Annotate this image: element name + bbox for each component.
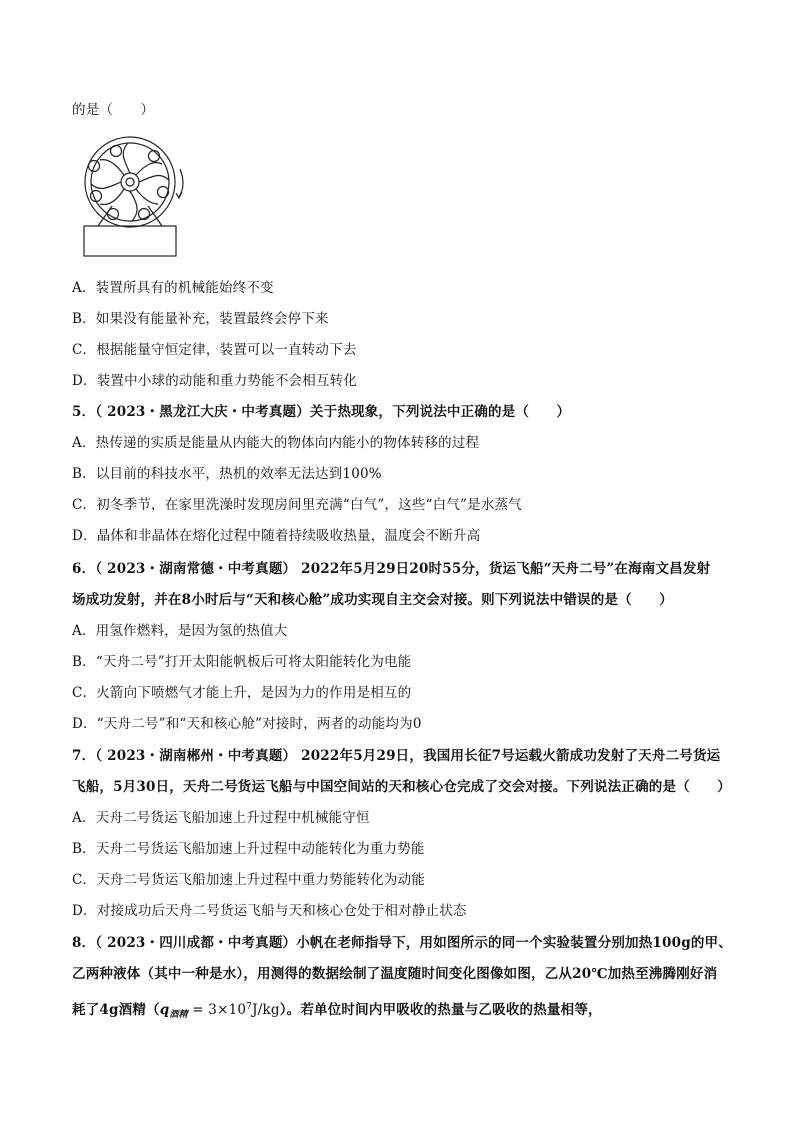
formula-equals: = 3×10 xyxy=(187,1002,247,1018)
q5-option-c: C．初冬季节，在家里洗澡时发现房间里充满“白气”，这些“白气”是水蒸气 xyxy=(72,497,522,513)
q8-stem-line-1: 8．（ 2023・四川成都・中考真题）小帆在老师指导下，用如图所示的同一个实验装置分别加热100g的甲、 xyxy=(72,935,732,951)
q8-stem-line-2: 乙两种液体（其中一种是水），用测得的数据绘制了温度随时间变化图像如图，乙从20℃加热至沸腾刚好消 xyxy=(72,966,718,982)
q6-option-d: D．“天舟二号”和“天和核心舱”对接时，两者的动能均为0 xyxy=(72,716,422,732)
q4-option-a: A．装置所具有的机械能始终不变 xyxy=(72,280,274,296)
question-4-stem-tail: 的是（ ） xyxy=(72,102,155,118)
q6-option-b: B．“天舟二号”打开太阳能帆板后可将太阳能转化为电能 xyxy=(72,654,412,670)
q5-option-b: B．以目前的科技水平，热机的效率无法达到100% xyxy=(72,466,382,482)
q4-option-d: D．装置中小球的动能和重力势能不会相互转化 xyxy=(72,373,358,389)
q6-stem-line-1: 6．（ 2023・湖南常德・中考真题） 2022年5月29日20时55分，货运飞船“天舟二号”在海南文昌发射 xyxy=(72,561,711,577)
q7-stem-line-1: 7．（ 2023・湖南郴州・中考真题） 2022年5月29日，我国用长征7号运载火箭成功发射了天舟二号货运 xyxy=(72,748,721,764)
formula-unit: J/kg xyxy=(252,1002,280,1018)
q6-option-a: A．用氢作燃料，是因为氢的热值大 xyxy=(72,623,288,639)
q8-stem-line-3 xyxy=(72,998,602,1024)
formula-exponent: 7 xyxy=(246,1002,253,1012)
formula-subscript: 酒精 xyxy=(169,1010,188,1020)
q8-text-before-formula: 耗了4g酒精（ xyxy=(72,1002,160,1018)
q5-option-a: A．热传递的实质是能量从内能大的物体向内能小的物体转移的过程 xyxy=(72,435,480,451)
q5-stem: 5．（ 2023・黑龙江大庆・中考真题）关于热现象，下列说法中正确的是（ ） xyxy=(72,404,571,420)
q6-stem-line-2: 场成功发射，并在8小时后与“天和核心舱”成功实现自主交会对接。则下列说法中错误的是（ ） xyxy=(72,592,673,608)
q4-option-c: C．根据能量守恒定律，装置可以一直转动下去 xyxy=(72,342,357,358)
q8-text-after-formula: ）。若单位时间内甲吸收的热量与乙吸收的热量相等， xyxy=(279,1002,602,1018)
rotating-wheel-figure xyxy=(68,134,193,259)
q7-option-c: C．天舟二号货运飞船加速上升过程中重力势能转化为动能 xyxy=(72,872,426,888)
q7-option-a: A．天舟二号货运飞船加速上升过程中机械能守恒 xyxy=(72,810,370,826)
wheel-rim xyxy=(85,137,175,227)
q7-option-b: B．天舟二号货运飞船加速上升过程中动能转化为重力势能 xyxy=(72,841,425,857)
q7-option-d: D．对接成功后天舟二号货运飞船与天和核心仓处于相对静止状态 xyxy=(72,903,467,919)
q5-option-d: D．晶体和非晶体在熔化过程中随着持续吸收热量，温度会不断升高 xyxy=(72,528,481,544)
q4-option-b: B．如果没有能量补充，装置最终会停下来 xyxy=(72,311,329,327)
q7-stem-line-2: 飞船，5月30日，天舟二号货运飞船与中国空间站的天和核心仓完成了交会对接。下列说法正确的是（ ） xyxy=(72,779,731,795)
figure-base xyxy=(84,226,176,256)
heat-value-formula xyxy=(160,1002,188,1018)
wheel-hub xyxy=(121,173,139,191)
formula-q: q xyxy=(159,1002,170,1018)
q6-option-c: C．火箭向下喷燃气才能上升，是因为力的作用是相互的 xyxy=(72,685,412,701)
